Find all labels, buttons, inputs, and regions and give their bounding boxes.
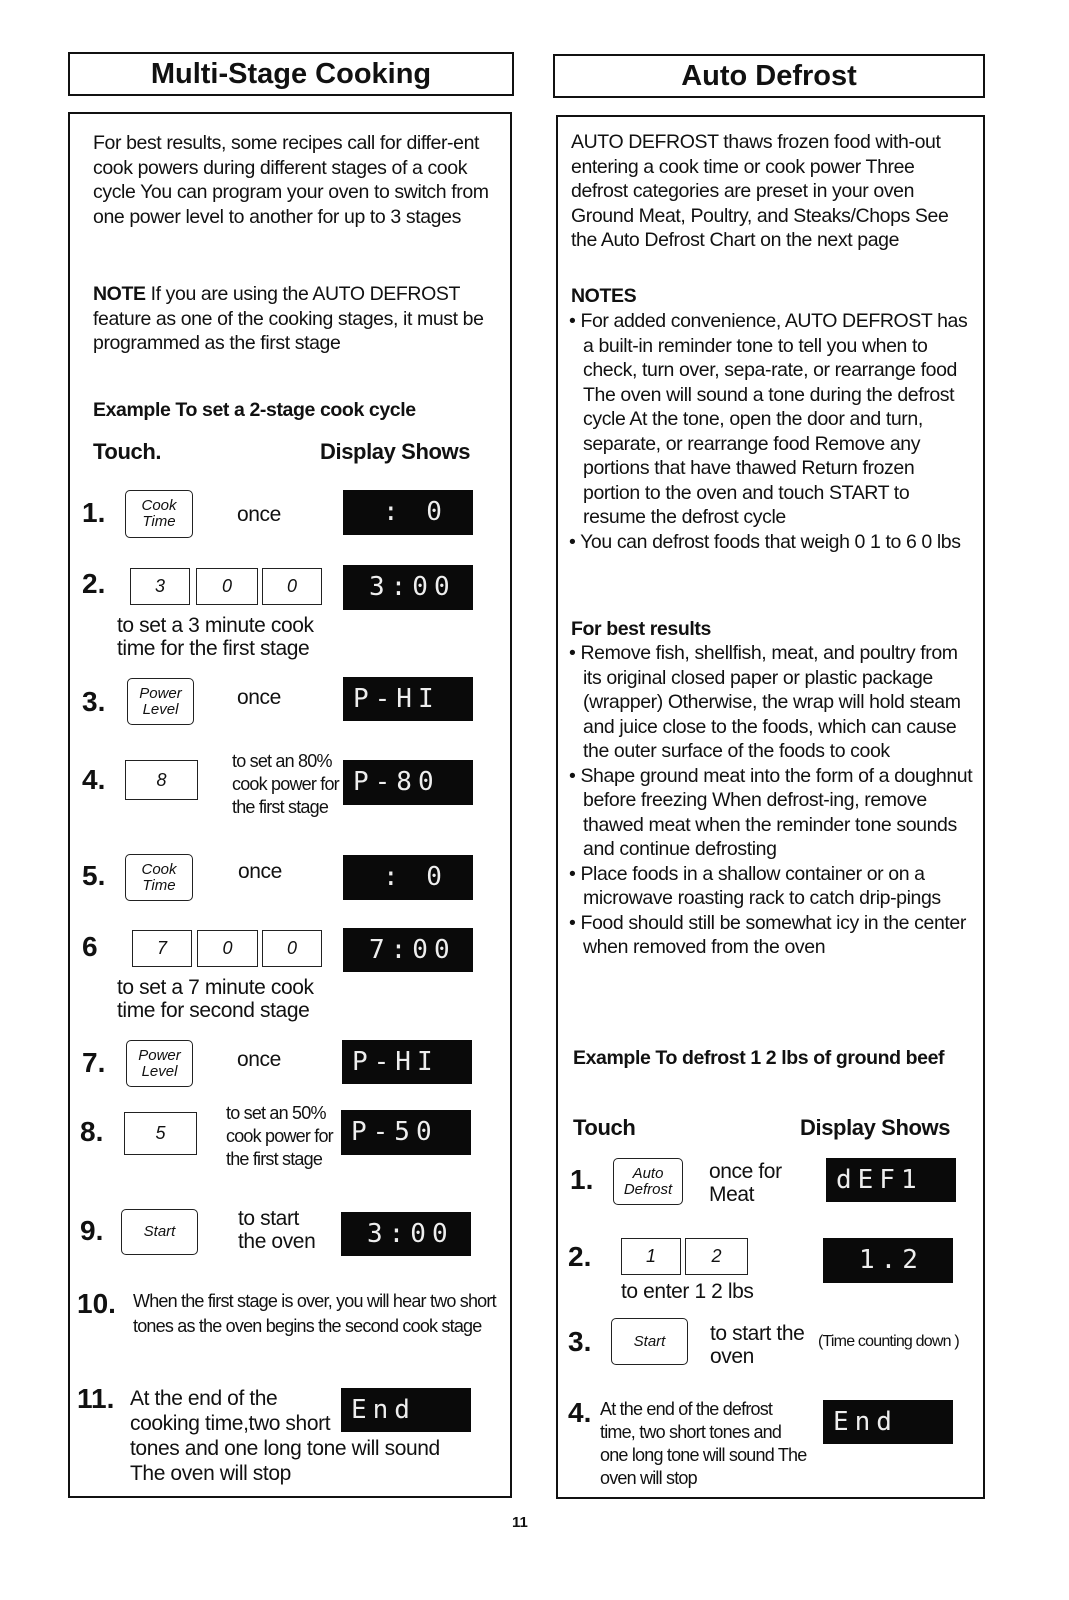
step-number: 5. bbox=[82, 860, 106, 891]
step-number: 11. bbox=[77, 1383, 115, 1414]
display-panel: P-HI bbox=[343, 677, 473, 721]
digit-key-8[interactable]: 8 bbox=[125, 760, 198, 800]
step-number: 1. bbox=[82, 497, 106, 528]
step-number: 9. bbox=[80, 1215, 104, 1246]
digit-key-0[interactable]: 0 bbox=[196, 568, 258, 605]
multi-stage-note bbox=[93, 282, 493, 356]
display-panel: 7:00 bbox=[343, 928, 473, 972]
key-label: Start bbox=[143, 1223, 176, 1240]
tip-item: • Shape ground meat into the form of a doughnut before freezing When defrost-ing, remove thawed meat when the reminder tone sounds and continue defrosting bbox=[569, 764, 974, 862]
step-text: to set an 80% cook power for the first stage bbox=[232, 751, 339, 817]
display-panel: : 0 bbox=[343, 855, 473, 900]
cook-time-key[interactable] bbox=[125, 490, 193, 538]
step-number: 2. bbox=[82, 568, 106, 599]
notes-label: NOTES bbox=[571, 285, 637, 307]
step-text: to enter 1 2 lbs bbox=[621, 1280, 754, 1303]
step-text: At the end of the cooking time,two short tones and one long tone will sound The oven will stop bbox=[130, 1387, 440, 1485]
step-text: once bbox=[237, 503, 281, 526]
display-panel: 3:00 bbox=[343, 565, 473, 610]
digit-key-3[interactable]: 3 bbox=[130, 568, 190, 605]
note-text: If you are using the AUTO DEFROST feature as one of the cooking stages, it must be programmed as the first stage bbox=[93, 283, 484, 354]
display-header: Display Shows bbox=[800, 1115, 951, 1140]
digit-key-0[interactable]: 0 bbox=[197, 930, 258, 967]
step-text: once bbox=[237, 686, 281, 709]
step-text: to set an 50% cook power for the first stage bbox=[226, 1103, 333, 1169]
display-panel: P-HI bbox=[342, 1040, 472, 1084]
key-label: Start bbox=[633, 1332, 666, 1350]
step-text: once for Meat bbox=[709, 1160, 782, 1206]
step-number: 1. bbox=[570, 1164, 594, 1195]
touch-header: Touch bbox=[573, 1115, 636, 1140]
key-label: Cook bbox=[141, 497, 177, 514]
example-heading: Example To set a 2-stage cook cycle bbox=[93, 399, 416, 421]
display-panel: P-50 bbox=[341, 1110, 471, 1155]
page-number: 11 bbox=[512, 1514, 528, 1531]
note-item: • You can defrost foods that weigh 0 1 to 6 0 lbs bbox=[569, 530, 974, 555]
key-label: Time bbox=[142, 513, 176, 530]
key-label: Power bbox=[138, 1046, 181, 1064]
digit-key-0[interactable]: 0 bbox=[262, 930, 322, 967]
display-panel: dEF1 bbox=[826, 1158, 956, 1202]
step-number: 4. bbox=[568, 1397, 592, 1428]
multi-stage-intro: For best results, some recipes call for differ-ent cook powers during different stages of a cook cycle You can program your oven to switch from one power level to another for up to 3 stages bbox=[93, 132, 489, 228]
display-panel: 3:00 bbox=[341, 1212, 471, 1256]
display-panel: End bbox=[341, 1388, 471, 1432]
multi-stage-title: Multi-Stage Cooking bbox=[68, 52, 514, 96]
defrost-example-heading: Example To defrost 1 2 lbs of ground beef bbox=[573, 1047, 945, 1069]
step-text: When the first stage is over, you will hear two short tones as the oven begins the second cook stage bbox=[133, 1291, 496, 1336]
step-number: 8. bbox=[80, 1116, 104, 1147]
key-label: Defrost bbox=[623, 1180, 673, 1198]
step-number: 3. bbox=[82, 686, 106, 717]
auto-defrost-intro: AUTO DEFROST thaws frozen food with-out entering a cook time or cook power Three defrost categories are preset in your oven Ground Meat, Poultry, and Steaks/Chops See the Auto Defrost Chart on the next page bbox=[571, 131, 949, 251]
cook-time-key[interactable] bbox=[125, 854, 193, 901]
note-item: • For added convenience, AUTO DEFROST has a built-in reminder tone to tell you when to check, turn over, sepa-rate, or rearrange food The oven will sound a tone during the defrost cycle At the tone, open the door and turn, separate, or rearrange food Remove any portions that have thawed Return frozen portion to the oven and touch START to resume the defrost cycle bbox=[569, 309, 974, 530]
key-label: Cook bbox=[141, 860, 177, 878]
time-counting-down-text: (Time counting down ) bbox=[818, 1333, 959, 1350]
digit-key-2[interactable]: 2 bbox=[685, 1238, 748, 1275]
display-panel: 1.2 bbox=[823, 1238, 953, 1283]
display-panel: : 0 bbox=[343, 490, 473, 535]
note-label: NOTE bbox=[93, 283, 146, 305]
display-header: Display Shows bbox=[320, 439, 471, 464]
key-label: Level bbox=[141, 1062, 178, 1080]
digit-key-1[interactable]: 1 bbox=[621, 1238, 681, 1275]
step-number: 6 bbox=[82, 931, 98, 962]
tip-item: • Food should still be somewhat icy in the center when removed from the oven bbox=[569, 911, 974, 960]
power-level-key[interactable] bbox=[126, 1040, 193, 1087]
step-number: 4. bbox=[82, 764, 106, 795]
key-label: Time bbox=[142, 876, 176, 894]
step-number: 2. bbox=[568, 1241, 592, 1272]
digit-key-0[interactable]: 0 bbox=[262, 568, 322, 605]
step-text: once bbox=[237, 1048, 281, 1071]
step-text: At the end of the defrost time, two short tones and one long tone will sound The oven will stop bbox=[600, 1399, 807, 1488]
start-key[interactable] bbox=[121, 1209, 198, 1255]
key-label: Power bbox=[139, 684, 182, 702]
power-level-key[interactable] bbox=[127, 678, 194, 725]
auto-defrost-title: Auto Defrost bbox=[553, 54, 985, 98]
digit-key-5[interactable]: 5 bbox=[124, 1112, 197, 1155]
step-text: to start the oven bbox=[238, 1207, 316, 1253]
tip-item: • Remove fish, shellfish, meat, and poultry from its original closed paper or plastic package (wrapper) Otherwise, the wrap will hold steam and juice close to the foods, which can cause the outer surface of the foods to cook bbox=[569, 641, 974, 764]
display-panel: End bbox=[823, 1400, 953, 1444]
key-label: Level bbox=[142, 700, 179, 718]
best-results-list bbox=[569, 641, 974, 960]
digit-key-7[interactable]: 7 bbox=[132, 930, 192, 967]
best-results-label: For best results bbox=[571, 618, 711, 640]
touch-header: Touch. bbox=[93, 439, 162, 464]
tip-item: • Place foods in a shallow container or on a microwave roasting rack to catch drip-pings bbox=[569, 862, 974, 911]
auto-defrost-key[interactable] bbox=[613, 1158, 683, 1205]
display-panel: P-80 bbox=[343, 760, 473, 805]
step-text: to set a 7 minute cook time for second stage bbox=[117, 976, 314, 1022]
key-label: Auto bbox=[632, 1164, 664, 1182]
start-key[interactable] bbox=[611, 1318, 688, 1365]
step-text: once bbox=[238, 860, 282, 883]
step-number: 7. bbox=[82, 1047, 106, 1078]
step-text: to set a 3 minute cook time for the first stage bbox=[117, 614, 314, 660]
step-number: 10. bbox=[77, 1288, 116, 1319]
step-text: to start the oven bbox=[710, 1322, 805, 1368]
notes-list bbox=[569, 309, 974, 554]
step-number: 3. bbox=[568, 1326, 592, 1357]
